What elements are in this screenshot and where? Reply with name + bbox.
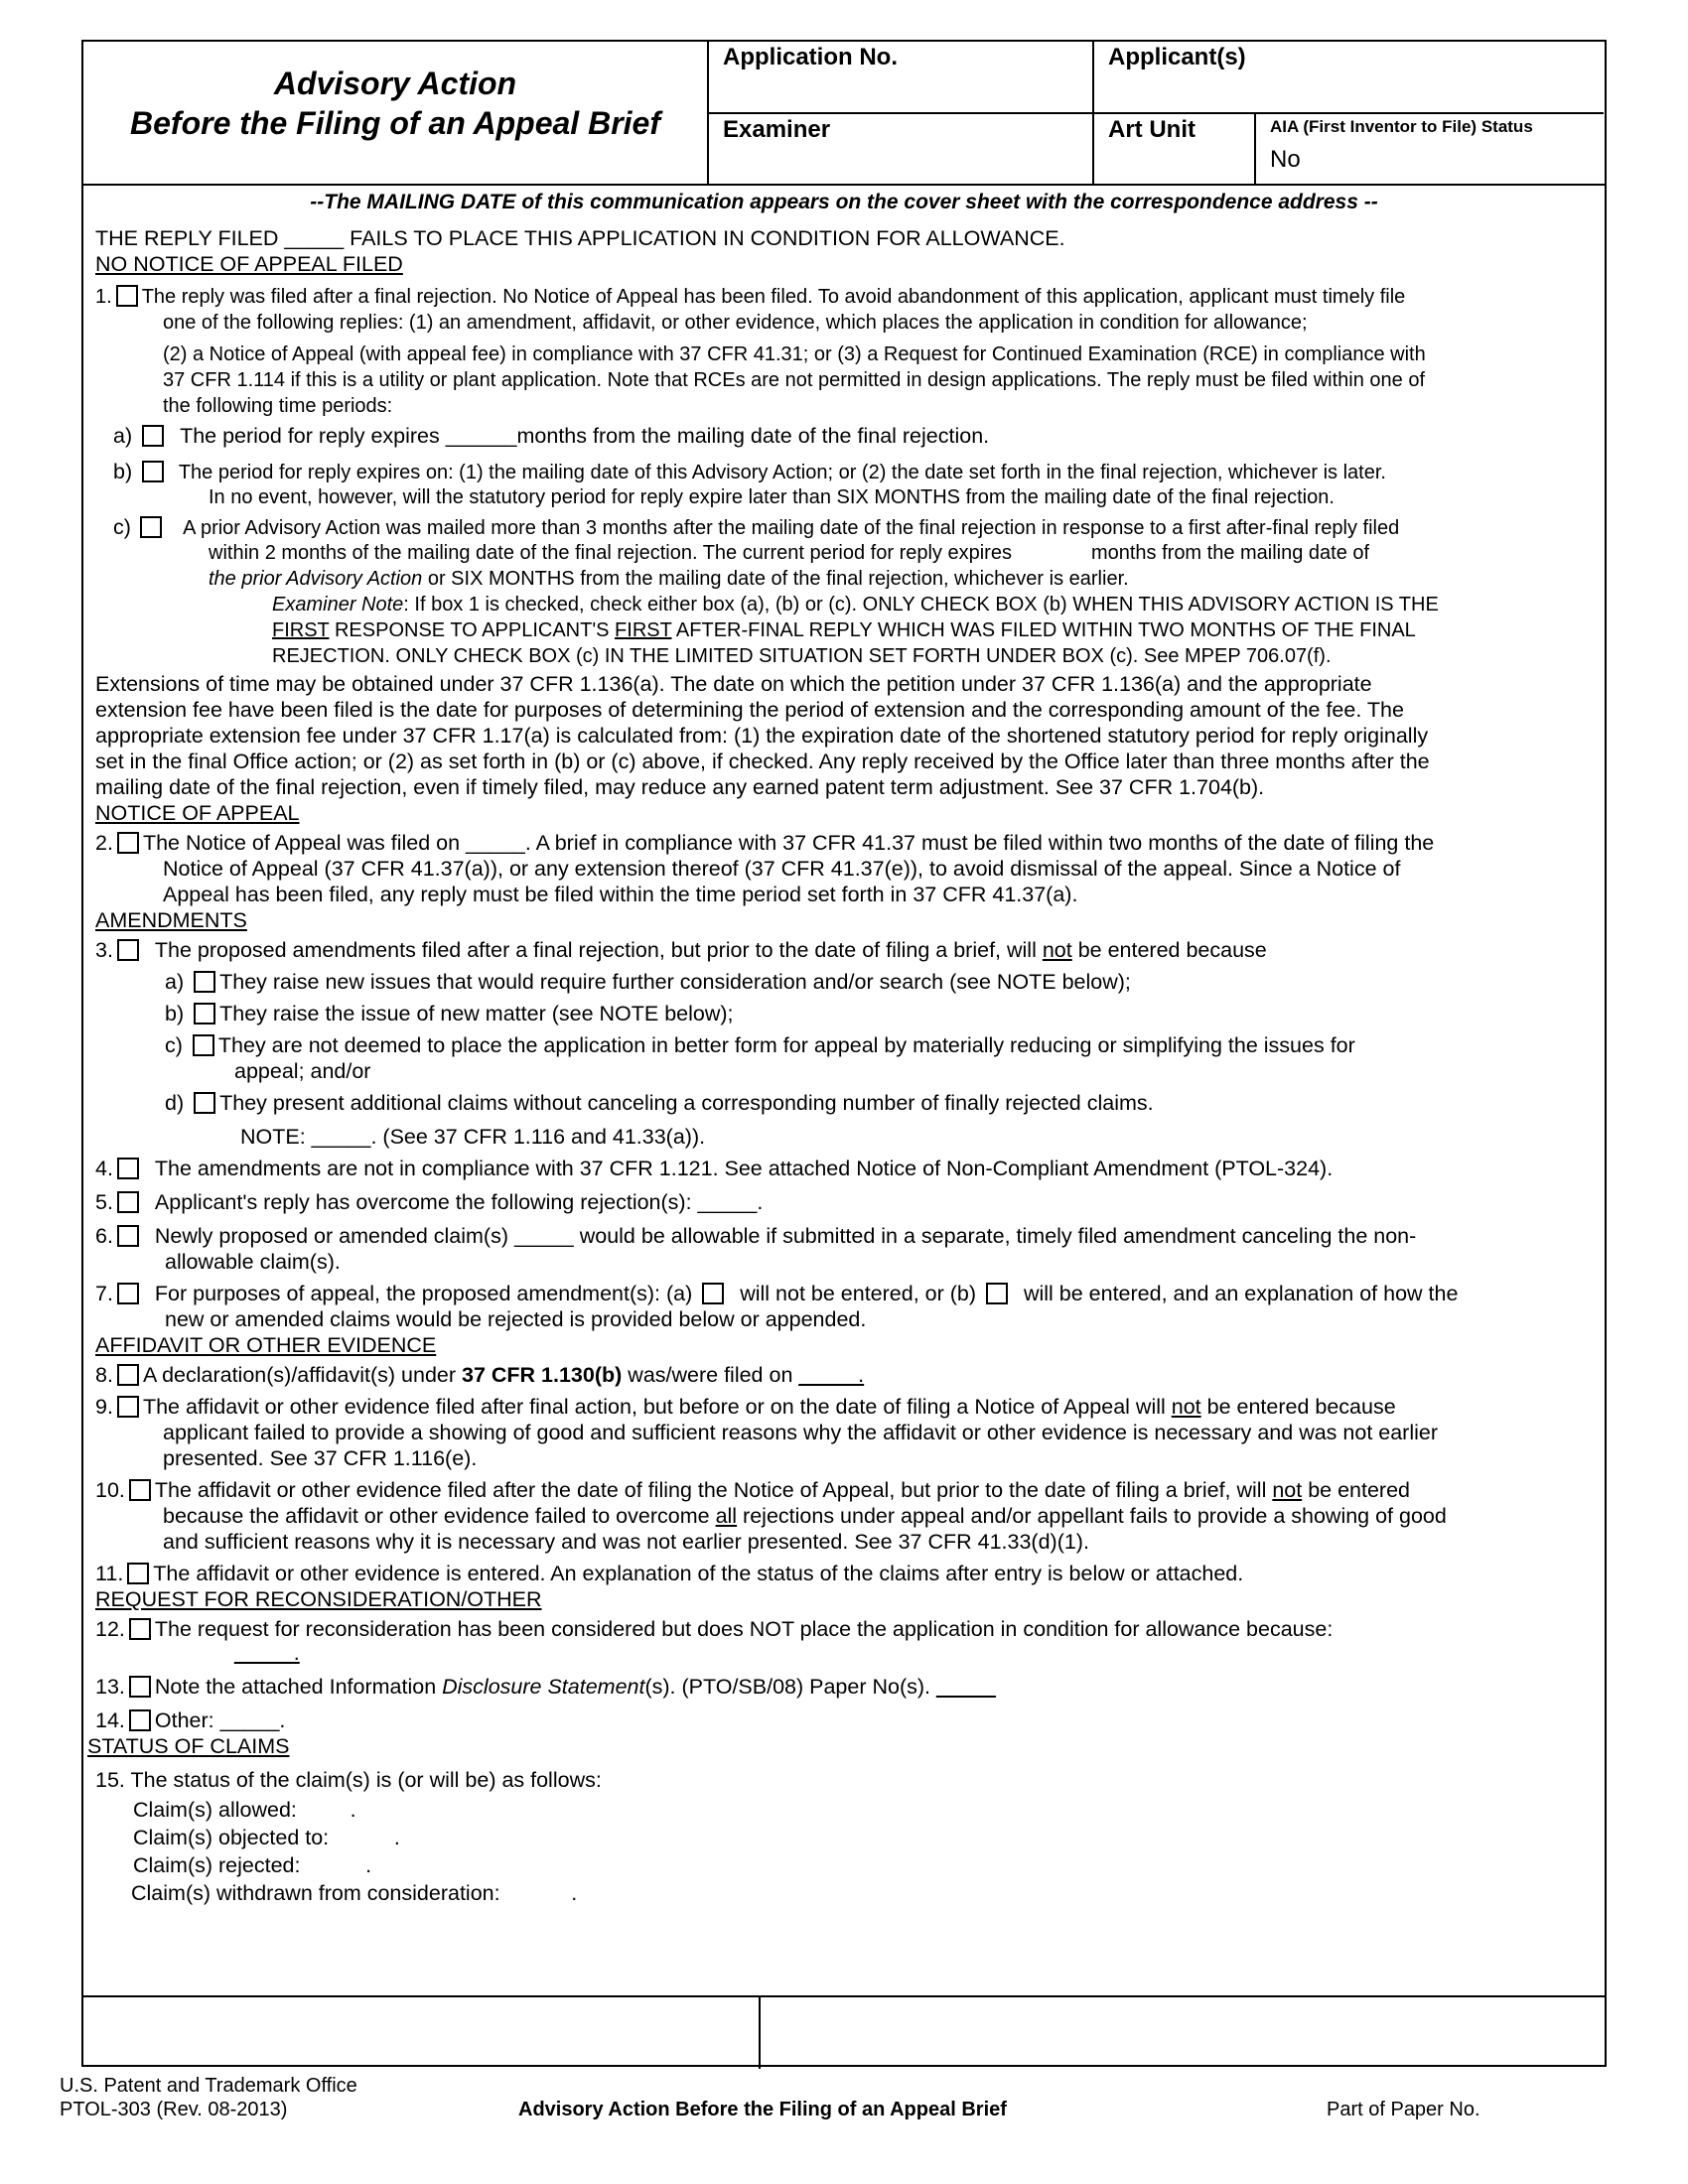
- extensions-line-3: appropriate extension fee under 37 CFR 1.17(a) is calculated from: (1) the expiration date of the shortened statutory period for reply originally: [95, 724, 1429, 748]
- item-1c: c) A prior Advisory Action was mailed more than 3 months after the mailing date of the final rejection in response to a first after-final reply filed: [113, 515, 1400, 539]
- item-3c: c) They are not deemed to place the application in better form for appeal by materially reducing or simplifying the issues for: [165, 1033, 1355, 1057]
- form-title: [83, 42, 709, 184]
- footer-office: U.S. Patent and Trademark Office: [60, 2075, 357, 2097]
- footer-form-number: PTOL-303 (Rev. 08-2013): [60, 2099, 288, 2120]
- item-6-checkbox[interactable]: [117, 1225, 139, 1247]
- extensions-line-2: extension fee have been filed is the date for purposes of determining the period of extension and the corresponding amount of the fee. The: [95, 698, 1404, 722]
- item-7a-checkbox[interactable]: [702, 1283, 724, 1304]
- item-9-line-3: presented. See 37 CFR 1.116(e).: [163, 1446, 478, 1470]
- section-no-notice: NO NOTICE OF APPEAL FILED: [95, 252, 403, 276]
- footer-paper-no: Part of Paper No.: [1327, 2099, 1480, 2120]
- item-1: 1. The reply was filed after a final rejection. No Notice of Appeal has been filed. To avoid abandonment of this application, applicant must timely file: [95, 286, 1406, 308]
- signature-area: [83, 1995, 1605, 2069]
- claims-objected: Claim(s) objected to: .: [133, 1826, 400, 1849]
- extensions-line-4: set in the final Office action; or (2) as set forth in (b) or (c) above, if checked. Any reply received by the Office later than three months after the: [95, 750, 1430, 773]
- item-4: 4. The amendments are not in compliance with 37 CFR 1.121. See attached Notice of Non-Compliant Amendment (PTOL-324).: [95, 1157, 1334, 1180]
- item-3-note: NOTE: _____. (See 37 CFR 1.116 and 41.33(a)).: [240, 1125, 706, 1149]
- item-10-line-2: because the affidavit or other evidence failed to overcome all rejections under appeal and/or appellant fails to provide a showing of good: [163, 1504, 1447, 1528]
- claims-rejected: Claim(s) rejected: .: [133, 1853, 372, 1877]
- item-1a: a) The period for reply expires ______months from the mailing date of the final rejection.: [113, 424, 990, 448]
- signature-divider: [759, 1997, 761, 2069]
- item-1-checkbox[interactable]: [116, 285, 138, 307]
- applicants-cell: [1094, 42, 1604, 114]
- item-3a-checkbox[interactable]: [194, 971, 215, 993]
- item-8: 8. A declaration(s)/affidavit(s) under 37 CFR 1.130(b) was/were filed on _____.: [95, 1363, 865, 1387]
- item-1-line-5: the following time periods:: [163, 395, 393, 417]
- aia-status-label: AIA (First Inventor to File) Status: [1270, 117, 1533, 136]
- item-1-line-3: (2) a Notice of Appeal (with appeal fee) in compliance with 37 CFR 41.31; or (3) a Request for Continued Examination (RCE) in compliance with: [163, 343, 1426, 365]
- item-7: 7. For purposes of appeal, the proposed amendment(s): (a) will not be entered, or (b) will be entered, and an explanation of how the: [95, 1282, 1459, 1305]
- item-13-checkbox[interactable]: [129, 1676, 151, 1698]
- reply-filed-line: THE REPLY FILED _____ FAILS TO PLACE THIS APPLICATION IN CONDITION FOR ALLOWANCE.: [95, 226, 1065, 250]
- item-11-checkbox[interactable]: [127, 1563, 149, 1584]
- art-unit-label: Art Unit: [1108, 116, 1196, 143]
- title-line-2: Before the Filing of an Appeal Brief: [130, 105, 660, 141]
- examiner-label: Examiner: [723, 116, 831, 143]
- item-14: 14. Other: _____.: [95, 1708, 286, 1732]
- item-10: 10. The affidavit or other evidence filed after the date of filing the Notice of Appeal, but prior to the date of filing a brief, will not be entered: [95, 1478, 1410, 1502]
- item-1-line-4: 37 CFR 1.114 if this is a utility or plant application. Note that RCEs are not permitted in design applications. The reply must be filed within one of: [163, 369, 1426, 391]
- footer-form-title: Advisory Action Before the Filing of an Appeal Brief: [518, 2099, 1007, 2120]
- item-3d-checkbox[interactable]: [194, 1092, 215, 1114]
- aia-status-cell: [1256, 114, 1604, 184]
- item-3c-line-2: appeal; and/or: [234, 1059, 371, 1083]
- extensions-line-1: Extensions of time may be obtained under 37 CFR 1.136(a). The date on which the petition under 37 CFR 1.136(a) and the appropriate: [95, 672, 1372, 696]
- item-9-checkbox[interactable]: [117, 1396, 139, 1418]
- item-10-line-3: and sufficient reasons why it is necessary and was not earlier presented. See 37 CFR 41.33(d)(1).: [163, 1530, 1089, 1554]
- item-7-line-2: new or amended claims would be rejected is provided below or appended.: [165, 1307, 867, 1331]
- item-1a-checkbox[interactable]: [142, 425, 164, 447]
- claims-withdrawn: Claim(s) withdrawn from consideration: .: [131, 1881, 578, 1905]
- item-9-line-2: applicant failed to provide a showing of good and sufficient reasons why the affidavit or other evidence is necessary and was not earlier: [163, 1421, 1439, 1444]
- item-6-line-2: allowable claim(s).: [165, 1250, 341, 1274]
- advisory-action-form: [81, 40, 1607, 2067]
- item-12: 12. The request for reconsideration has been considered but does NOT place the application in condition for allowance because:: [95, 1617, 1334, 1641]
- item-2-line-2: Notice of Appeal (37 CFR 41.37(a)), or any extension thereof (37 CFR 41.37(e)), to avoid dismissal of the appeal. Since a Notice of: [163, 857, 1401, 881]
- section-affidavit: AFFIDAVIT OR OTHER EVIDENCE: [95, 1333, 437, 1357]
- form-header: [83, 42, 1605, 186]
- aia-status-value: No: [1270, 146, 1301, 173]
- item-3b: b) They raise the issue of new matter (see NOTE below);: [165, 1002, 734, 1025]
- item-1c-checkbox[interactable]: [140, 516, 162, 538]
- examiner-note-line-3: REJECTION. ONLY CHECK BOX (c) IN THE LIMITED SITUATION SET FORTH UNDER BOX (c). See MPEP 706.07(f).: [272, 645, 1332, 667]
- item-1c-line-2: within 2 months of the mailing date of the final rejection. The current period for reply expires months from the mailing date of: [209, 542, 1370, 564]
- item-3a: a) They raise new issues that would require further consideration and/or search (see NOTE below);: [165, 970, 1131, 994]
- item-1b-line-2: In no event, however, will the statutory period for reply expire later than SIX MONTHS from the mailing date of the final rejection.: [209, 486, 1335, 508]
- section-request: REQUEST FOR RECONSIDERATION/OTHER: [95, 1587, 542, 1611]
- examiner-cell: [709, 114, 1094, 184]
- item-3d: d) They present additional claims without canceling a corresponding number of finally rejected claims.: [165, 1091, 1154, 1115]
- section-amendments: AMENDMENTS: [95, 908, 247, 932]
- item-11: 11. The affidavit or other evidence is entered. An explanation of the status of the claims after entry is below or attached.: [95, 1562, 1244, 1585]
- examiner-note-line-1: Examiner Note: If box 1 is checked, check either box (a), (b) or (c). ONLY CHECK BOX (b) WHEN THIS ADVISORY ACTION IS THE: [272, 594, 1439, 615]
- item-3b-checkbox[interactable]: [194, 1003, 215, 1024]
- item-12-checkbox[interactable]: [129, 1618, 151, 1640]
- item-5-checkbox[interactable]: [117, 1191, 139, 1213]
- item-12-blank: _____.: [234, 1641, 300, 1665]
- item-13: 13. Note the attached Information Disclosure Statement(s). (PTO/SB/08) Paper No(s). _____: [95, 1675, 996, 1699]
- applicants-label: Applicant(s): [1108, 44, 1246, 70]
- item-14-checkbox[interactable]: [129, 1709, 151, 1731]
- item-15: 15. The status of the claim(s) is (or will be) as follows:: [95, 1768, 602, 1792]
- extensions-line-5: mailing date of the final rejection, even if timely filed, may reduce any earned patent term adjustment. See 37 CFR 1.704(b).: [95, 775, 1265, 799]
- item-3: 3. The proposed amendments filed after a final rejection, but prior to the date of filing a brief, will not be entered because: [95, 938, 1267, 962]
- item-7b-checkbox[interactable]: [986, 1283, 1008, 1304]
- item-2: 2. The Notice of Appeal was filed on _____. A brief in compliance with 37 CFR 41.37 must be filed within two months of the date of filing the: [95, 831, 1435, 855]
- item-10-checkbox[interactable]: [129, 1479, 151, 1501]
- section-notice-of-appeal: NOTICE OF APPEAL: [95, 801, 300, 825]
- item-1-line-2: one of the following replies: (1) an amendment, affidavit, or other evidence, which places the application in condition for allowance;: [163, 312, 1308, 334]
- item-1b-checkbox[interactable]: [142, 461, 164, 482]
- item-7-checkbox[interactable]: [117, 1283, 139, 1304]
- claims-allowed: Claim(s) allowed: .: [133, 1798, 356, 1822]
- item-5: 5. Applicant's reply has overcome the following rejection(s): _____.: [95, 1190, 764, 1214]
- mailing-date-notice: --The MAILING DATE of this communication appears on the cover sheet with the correspondence address --: [310, 191, 1378, 213]
- examiner-note-line-2: FIRST RESPONSE TO APPLICANT'S FIRST AFTER-FINAL REPLY WHICH WAS FILED WITHIN TWO MONTHS OF THE FINAL: [272, 619, 1416, 641]
- section-status-of-claims: STATUS OF CLAIMS: [87, 1734, 290, 1758]
- application-no-label: Application No.: [723, 44, 898, 70]
- item-2-line-3: Appeal has been filed, any reply must be filed within the time period set forth in 37 CFR 41.37(a).: [163, 883, 1078, 906]
- item-3c-checkbox[interactable]: [193, 1034, 214, 1056]
- title-line-1: Advisory Action: [273, 66, 517, 101]
- item-6: 6. Newly proposed or amended claim(s) _____ would be allowable if submitted in a separate, timely filed amendment canceling the non-: [95, 1224, 1417, 1248]
- item-1c-line-3: the prior Advisory Action or SIX MONTHS from the mailing date of the final rejection, whichever is earlier.: [209, 568, 1129, 590]
- art-unit-cell: [1094, 114, 1256, 184]
- item-8-checkbox[interactable]: [117, 1364, 139, 1386]
- item-2-checkbox[interactable]: [117, 832, 139, 854]
- item-9: 9. The affidavit or other evidence filed after final action, but before or on the date of filing a Notice of Appeal will not be entered because: [95, 1395, 1396, 1419]
- item-4-checkbox[interactable]: [117, 1158, 139, 1179]
- item-3-checkbox[interactable]: [117, 939, 139, 961]
- application-no-cell: [709, 42, 1094, 114]
- item-1b: b) The period for reply expires on: (1) the mailing date of this Advisory Action; or (2) the date set forth in the final rejection, whichever is later.: [113, 460, 1386, 483]
